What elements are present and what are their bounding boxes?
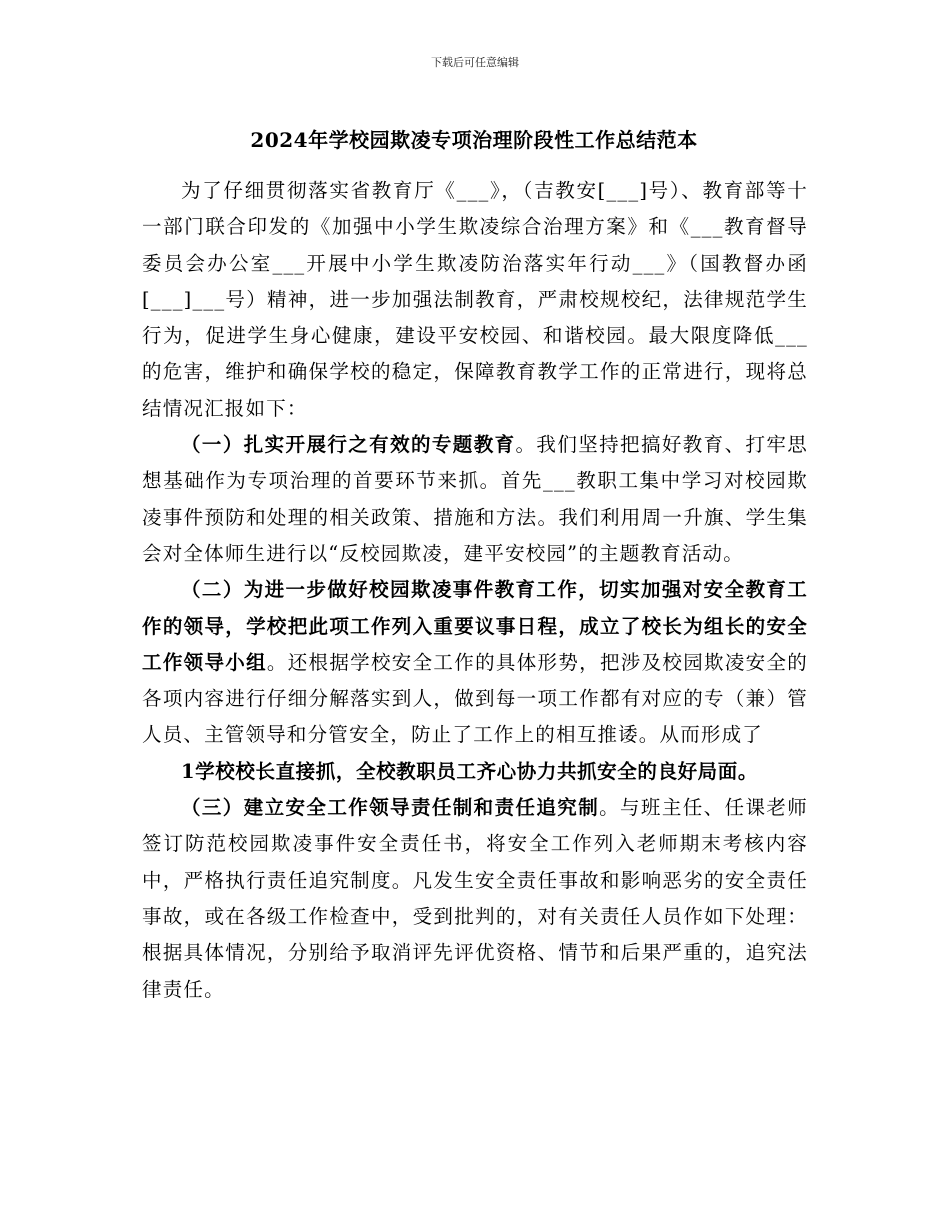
document-body bbox=[142, 173, 808, 1008]
document-title: 2024年学校园欺凌专项治理阶段性工作总结范本 bbox=[250, 128, 698, 152]
paragraph-text: 。与班主任、任课老师签订防范校园欺凌事件安全责任书，将安全工作列入老师期末考核内容中，严格执行责任追究制度。凡发生安全责任事故和影响恶劣的安全责任事故，或在各级工作检查中，受到批判的，对有关责任人员作如下处理：根据具体情况，分别给予取消评先评优资格、情节和后果严重的，追究法律责任。 bbox=[142, 796, 808, 1001]
section-heading: （二）为进一步做好校园欺凌事件教育工作，切实加强对安全教育工作的领导，学校把此项工作列入重要议事日程，成立了校长为组长的安全工作领导小组 bbox=[142, 578, 808, 674]
header-note: 下载后可任意编辑 bbox=[431, 56, 519, 69]
paragraph-section-3 bbox=[142, 790, 808, 1008]
paragraph-section-1 bbox=[142, 427, 808, 572]
paragraph-text: 。我们坚持把搞好教育、打牢思想基础作为专项治理的首要环节来抓。首先___教职工集中学习对校园欺凌事件预防和处理的相关政策、措施和方法。我们利用周一升旗、学生集会对全体师生进行以“反校园欺凌，建平安校园”的主题教育活动。 bbox=[142, 433, 808, 565]
paragraph-intro bbox=[142, 173, 808, 427]
paragraph-text: 。还根据学校安全工作的具体形势，把涉及校园欺凌安全的各项内容进行仔细分解落实到人，做到每一项工作都有对应的专（兼）管人员、主管领导和分管安全，防止了工作上的相互推诿。从而形成了 bbox=[142, 650, 809, 747]
paragraph-text: 为了仔细贯彻落实省教育厅《___》，（吉教安[___]号）、教育部等十一部门联合印发的《加强中小学生欺凌综合治理方案》和《___教育督导委员会办公室___开展中小学生欺凌防治落实年行动___》（国教督办函[___]___号）精神，进一步加强法制教育，严肃校规校纪，法律规范学生行为，促进学生身心健康，建设平安校园、和谐校园。最大限度降低___的危害，维护和确保学校的稳定，保障教育教学工作的正常进行，现将总结情况汇报如下： bbox=[142, 179, 808, 420]
paragraph-section-2 bbox=[142, 572, 808, 753]
bold-summary-line: 1学校校长直接抓，全校教职员工齐心协力共抓安全的良好局面。 bbox=[181, 759, 758, 783]
section-heading: （三）建立安全工作领导责任制和责任追究制 bbox=[181, 796, 600, 820]
section-heading: （一）扎实开展行之有效的专题教育 bbox=[181, 433, 516, 457]
